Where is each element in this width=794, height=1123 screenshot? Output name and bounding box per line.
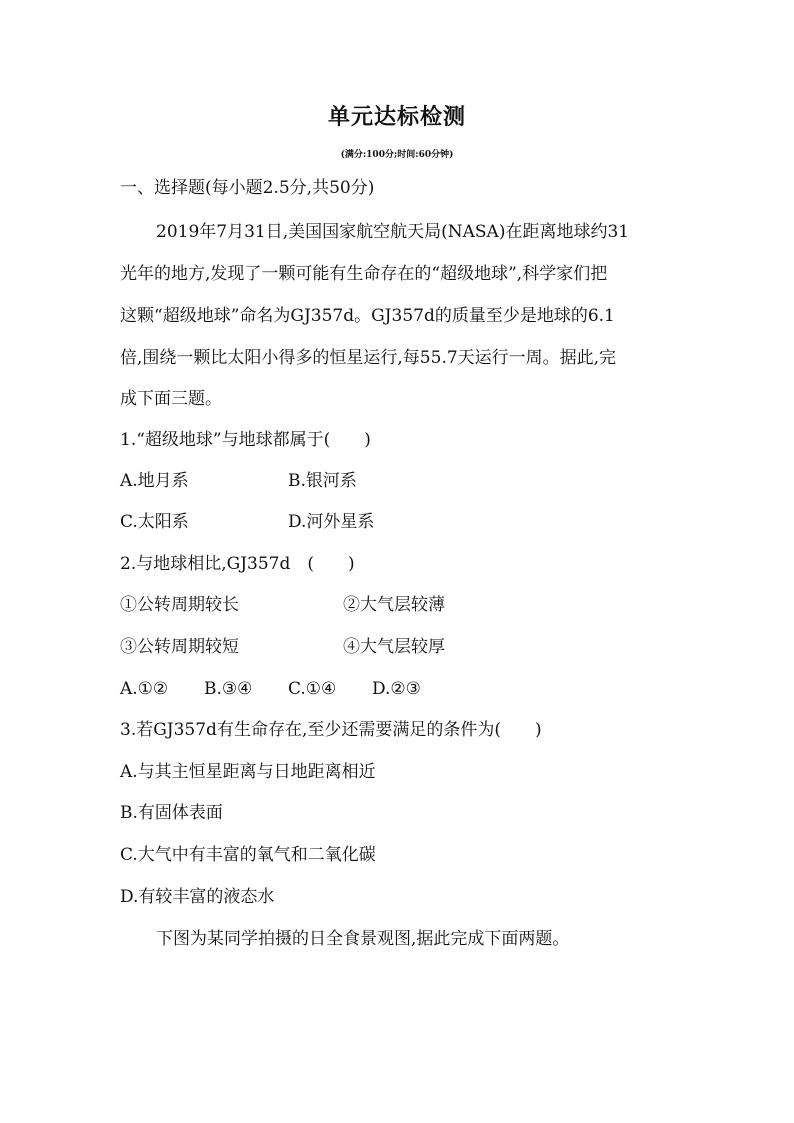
passage-2: 下图为某同学拍摄的日全食景观图,据此完成下面两题。 [156, 929, 570, 949]
q2-statement-2: ②大气层较薄 [343, 595, 445, 615]
question-1-stem: 1.“超级地球”与地球都属于( ) [120, 430, 371, 450]
q2-option-c: C.①④ [288, 679, 337, 699]
passage-line: 倍,围绕一颗比太阳小得多的恒星运行,每55.7天运行一周。据此,完 [120, 348, 617, 368]
q1-option-d: D.河外星系 [288, 512, 375, 532]
q2-option-a: A.①② [120, 679, 169, 699]
passage-line: 这颗“超级地球”命名为GJ357d。GJ357d的质量至少是地球的6.1 [120, 306, 615, 326]
q1-option-b: B.银河系 [288, 471, 357, 491]
question-3-stem: 3.若GJ357d有生命存在,至少还需要满足的条件为( ) [120, 720, 542, 740]
q2-statement-3: ③公转周期较短 [120, 637, 239, 657]
question-2-stem: 2.与地球相比,GJ357d ( ) [120, 554, 355, 574]
passage-line: 光年的地方,发现了一颗可能有生命存在的“超级地球”,科学家们把 [120, 264, 608, 284]
q3-option-b: B.有固体表面 [120, 803, 223, 823]
page-title: 单元达标检测 [327, 104, 466, 130]
q2-option-d: D.②③ [372, 679, 421, 699]
q2-option-b: B.③④ [204, 679, 253, 699]
q1-option-c: C.太阳系 [120, 512, 189, 532]
passage-line: 2019年7月31日,美国国家航空航天局(NASA)在距离地球约31 [156, 222, 630, 242]
passage-line: 成下面三题。 [120, 389, 222, 409]
q1-option-a: A.地月系 [120, 471, 189, 491]
section-heading: 一、选择题(每小题2.5分,共50分) [120, 178, 375, 198]
q2-statement-4: ④大气层较厚 [343, 637, 445, 657]
q3-option-d: D.有较丰富的液态水 [120, 887, 275, 907]
q3-option-a: A.与其主恒星距离与日地距离相近 [120, 762, 376, 782]
q2-statement-1: ①公转周期较长 [120, 595, 239, 615]
exam-info: (满分:100分;时间:60分钟) [340, 150, 454, 160]
q3-option-c: C.大气中有丰富的氧气和二氧化碳 [120, 845, 376, 865]
